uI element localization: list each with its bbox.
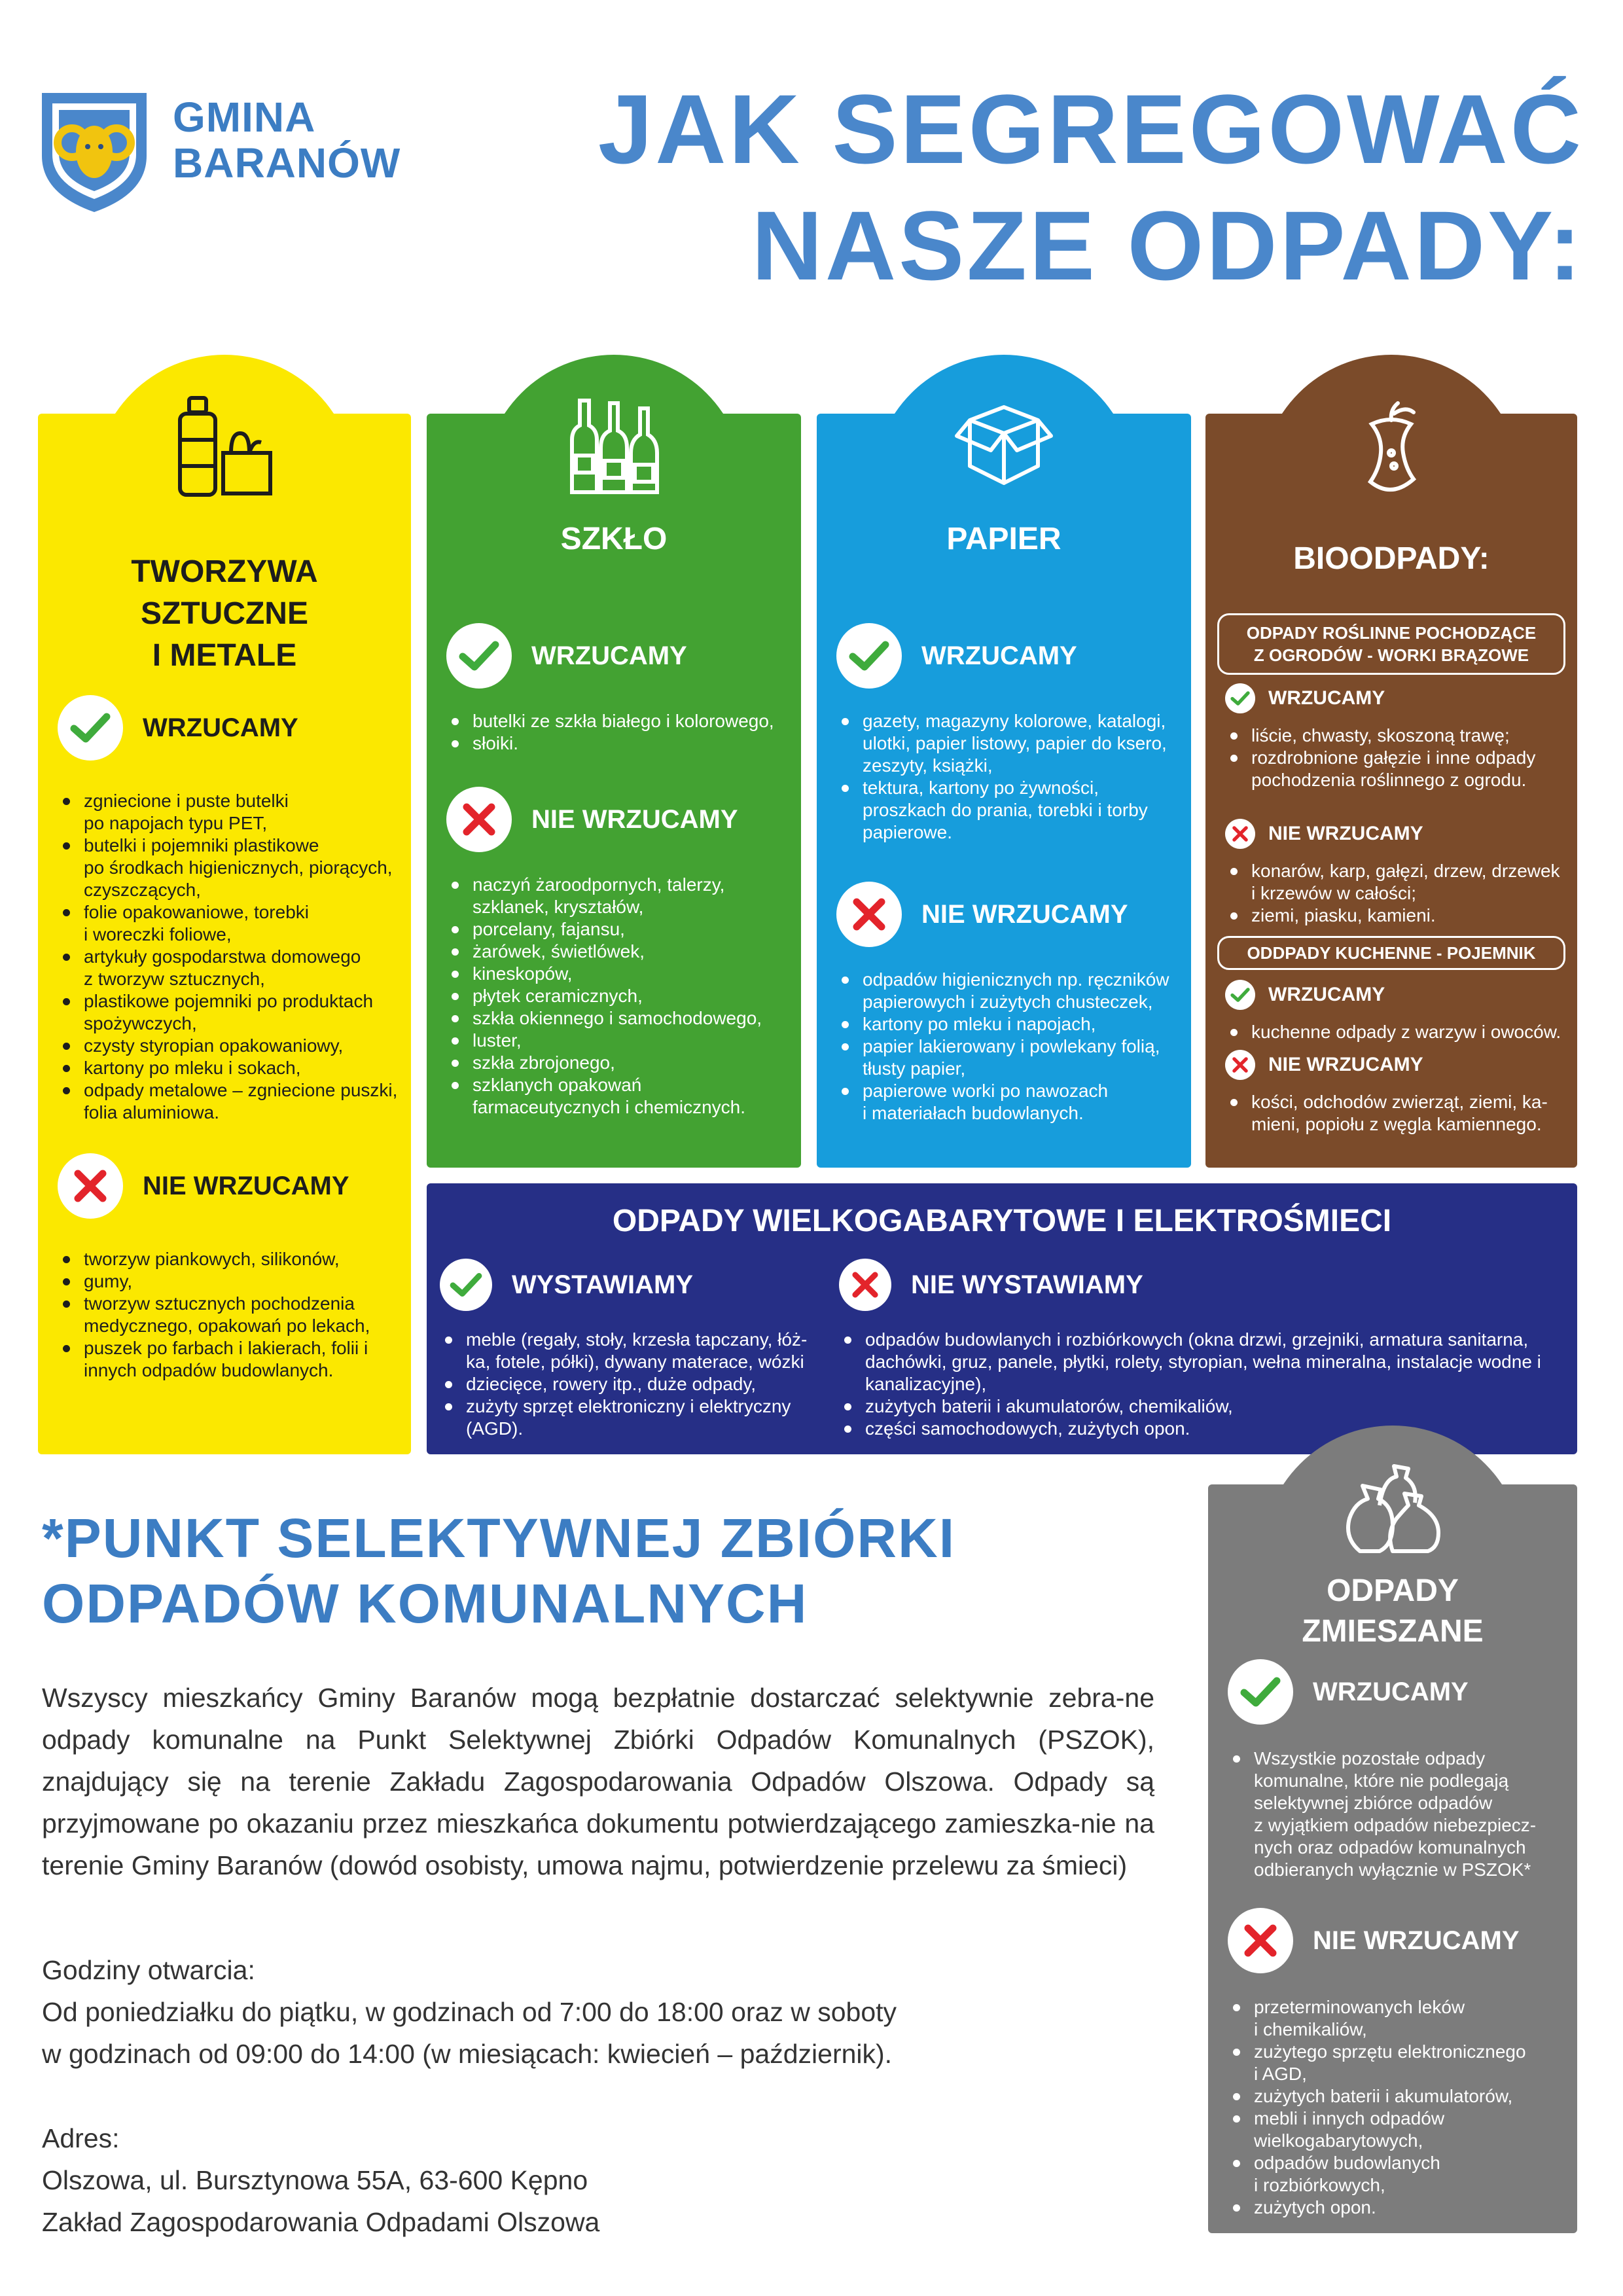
mixed-out-section xyxy=(1228,1905,1564,2219)
glass-in-label: WRZUCAMY xyxy=(531,641,687,670)
plastics-in-section xyxy=(58,692,398,1124)
bulky-title: ODPADY WIELKOGABARYTOWE I ELEKTROŚMIECI xyxy=(612,1204,1392,1238)
bulky-out-label: NIE WYSTAWIAMY xyxy=(911,1270,1143,1299)
box-icon xyxy=(952,394,1056,499)
pszok-intro: Wszyscy mieszkańcy Gminy Baranów mogą bezpłatnie dostarczać selektywnie zebra-ne odpady komunalne na Punkt Selektywnej Zbiórki Odpadów Komunalnych (PSZOK), znajdujący się na terenie Zakładu Zagospodarowania Odpadów Olszowa. Odpady są przyjmowane po okazaniu przez mieszkańca dokumentu potwierdzającego zamieszka-nie na terenie Gminy Baranów (dowód osobisty, umowa najmu, potwierdzenie przelewu za śmieci) xyxy=(42,1683,1154,1880)
plastics-out-list xyxy=(58,1248,398,1382)
bio-garden-pill: ODPADY ROŚLINNE POCHODZĄCE Z OGRODÓW - WORKI BRĄZOWE xyxy=(1217,613,1565,675)
cross-icon xyxy=(1225,819,1255,849)
logo-line-2: BARANÓW xyxy=(173,139,401,187)
check-icon xyxy=(440,1259,492,1311)
list-item: zgniecione i puste butelki po napojach typu PET, xyxy=(58,790,398,834)
bio-kitchen-in-label: WRZUCAMY xyxy=(1268,984,1385,1005)
opening-hours-line-1: Od poniedziałku do piątku, w godzinach od 7:00 do 18:00 oraz w soboty xyxy=(42,1997,897,2027)
list-item: liście, chwasty, skoszoną trawę; xyxy=(1225,725,1564,747)
mixed-out-list xyxy=(1228,1996,1564,2219)
list-item: butelki ze szkła białego i kolorowego, xyxy=(446,710,788,732)
list-item: dziecięce, rowery itp., duże odpady, xyxy=(440,1373,832,1395)
glass-in-section xyxy=(446,620,788,755)
list-item: meble (regały, stoły, krzesła tapczany, łóż- ka, fotele, półki), dywany materace, wózki xyxy=(440,1329,832,1373)
bio-kitchen-pill: ODDPADY KUCHENNE - POJEMNIK xyxy=(1217,936,1565,970)
list-item: mebli i innych odpadów wielkogabarytowych, xyxy=(1228,2108,1564,2152)
list-item: słoiki. xyxy=(446,732,788,755)
list-item: artykuły gospodarstwa domowego z tworzyw sztucznych, xyxy=(58,946,398,990)
bulky-out-list xyxy=(839,1329,1565,1440)
paper-out-list xyxy=(836,969,1178,1124)
list-item: odpady metalowe – zgniecione puszki, folia aluminiowa. xyxy=(58,1079,398,1124)
list-item: czysty styropian opakowaniowy, xyxy=(58,1035,398,1057)
apple-core-icon xyxy=(1346,401,1437,505)
list-item: naczyń żaroodpornych, talerzy, szklanek, kryształów, xyxy=(446,874,788,918)
bio-garden-in-list xyxy=(1225,725,1564,791)
check-icon xyxy=(446,623,512,689)
plastics-in-list xyxy=(58,790,398,1124)
mixed-in-section xyxy=(1228,1656,1564,1881)
bio-garden-out-section xyxy=(1225,814,1564,927)
bottle-bag-icon xyxy=(172,394,277,499)
list-item: plastikowe pojemniki po produktach spożywczych, xyxy=(58,990,398,1035)
list-item: gumy, xyxy=(58,1270,398,1293)
address-line-2: Zakład Zagospodarowania Odpadami Olszowa xyxy=(42,2207,600,2237)
list-item: zużytych baterii i akumulatorów, xyxy=(1228,2085,1564,2108)
opening-hours-label: Godziny otwarcia: xyxy=(42,1955,255,1985)
bulky-in-label: WYSTAWIAMY xyxy=(512,1270,694,1299)
plastics-title: TWORZYWA SZTUCZNE I METALE xyxy=(131,554,318,673)
trash-bags-icon xyxy=(1340,1460,1445,1558)
bio-kitchen-in-list xyxy=(1225,1021,1564,1043)
bulky-out-section xyxy=(839,1249,1565,1440)
bulky-waste-panel xyxy=(427,1183,1577,1454)
list-item: tworzyw piankowych, silikonów, xyxy=(58,1248,398,1270)
list-item: części samochodowych, zużytych opon. xyxy=(839,1418,1565,1440)
cross-icon xyxy=(58,1153,123,1219)
check-icon xyxy=(1225,980,1255,1010)
list-item: odpadów budowlanych i rozbiórkowych (okna drzwi, grzejniki, armatura sanitarna, dachówki, gruz, panele, płytki, rolety, styropian, wełna mineralna, instalacje wodne i kanalizacyjne), xyxy=(839,1329,1565,1395)
paper-title: PAPIER xyxy=(946,522,1061,556)
page-title-line-1: JAK SEGREGOWAĆ xyxy=(597,74,1584,184)
list-item: żarówek, świetlówek, xyxy=(446,941,788,963)
cross-icon xyxy=(839,1259,891,1311)
mixed-column xyxy=(1208,1426,1577,2233)
opening-hours-line-2: w godzinach od 09:00 do 14:00 (w miesiącach: kwiecień – październik). xyxy=(42,2039,893,2069)
plastics-out-label: NIE WRZUCAMY xyxy=(143,1171,349,1200)
mixed-title: ODPADY ZMIESZANE xyxy=(1302,1573,1484,1649)
mixed-in-list xyxy=(1228,1748,1564,1881)
bio-garden-out-label: NIE WRZUCAMY xyxy=(1268,823,1423,844)
address-label: Adres: xyxy=(42,2123,120,2153)
cross-icon xyxy=(1228,1908,1293,1973)
bio-kitchen-out-section xyxy=(1225,1045,1564,1136)
list-item: szkła okiennego i samochodowego, xyxy=(446,1007,788,1030)
plastics-column xyxy=(38,355,411,1454)
glass-out-label: NIE WRZUCAMY xyxy=(531,804,738,834)
pszok-title: *PUNKT SELEKTYWNEJ ZBIÓRKI ODPADÓW KOMUNALNYCH xyxy=(42,1507,956,1634)
list-item: kineskopów, xyxy=(446,963,788,985)
bio-garden-in-section xyxy=(1225,679,1564,791)
mixed-out-label: NIE WRZUCAMY xyxy=(1313,1926,1520,1955)
list-item: szklanych opakowań farmaceutycznych i chemicznych. xyxy=(446,1074,788,1119)
list-item: papierowe worki po nawozach i materiałach budowlanych. xyxy=(836,1080,1178,1124)
glass-title: SZKŁO xyxy=(560,522,668,556)
list-item: odpadów budowlanych i rozbiórkowych, xyxy=(1228,2152,1564,2197)
glass-column xyxy=(427,355,801,1168)
list-item: kartony po mleku i napojach, xyxy=(836,1013,1178,1035)
cross-icon xyxy=(446,787,512,852)
bottles-icon xyxy=(562,394,666,499)
list-item: tektura, kartony po żywności, proszkach do prania, torebki i torby papierowe. xyxy=(836,777,1178,844)
list-item: zużytych baterii i akumulatorów, chemikaliów, xyxy=(839,1395,1565,1418)
cross-icon xyxy=(836,882,902,947)
list-item: kuchenne odpady z warzyw i owoców. xyxy=(1225,1021,1564,1043)
bio-garden-out-list xyxy=(1225,860,1564,927)
cross-icon xyxy=(1225,1050,1255,1080)
list-item: tworzyw sztucznych pochodzenia medycznego, opakowań po lekach, xyxy=(58,1293,398,1337)
list-item: butelki i pojemniki plastikowe po środkach higienicznych, piorących, czyszczących, xyxy=(58,834,398,901)
list-item: ziemi, piasku, kamieni. xyxy=(1225,905,1564,927)
list-item: konarów, karp, gałęzi, drzew, drzewek i krzewów w całości; xyxy=(1225,860,1564,905)
list-item: zużytego sprzętu elektronicznego i AGD, xyxy=(1228,2041,1564,2085)
list-item: rozdrobnione gałęzie i inne odpady pochodzenia roślinnego z ogrodu. xyxy=(1225,747,1564,791)
address-line-1: Olszowa, ul. Bursztynowa 55A, 63-600 Kępno xyxy=(42,2165,588,2195)
bio-title: BIOODPADY: xyxy=(1293,541,1489,576)
paper-column xyxy=(817,355,1191,1168)
list-item: puszek po farbach i lakierach, folii i innych odpadów budowlanych. xyxy=(58,1337,398,1382)
bulky-in-list xyxy=(440,1329,832,1440)
bio-garden-in-label: WRZUCAMY xyxy=(1268,687,1385,709)
check-icon xyxy=(1228,1659,1293,1725)
check-icon xyxy=(58,695,123,761)
plastics-out-section xyxy=(58,1150,398,1382)
paper-in-label: WRZUCAMY xyxy=(921,641,1077,670)
list-item: szkła zbrojonego, xyxy=(446,1052,788,1074)
bio-kitchen-out-label: NIE WRZUCAMY xyxy=(1268,1054,1423,1075)
page-title-line-2: NASZE ODPADY: xyxy=(751,190,1584,300)
paper-out-label: NIE WRZUCAMY xyxy=(921,899,1128,929)
list-item: odpadów higienicznych np. ręczników papierowych i zużytych chusteczek, xyxy=(836,969,1178,1013)
glass-out-section xyxy=(446,783,788,1119)
bulky-in-section xyxy=(440,1249,832,1440)
check-icon xyxy=(1225,683,1255,713)
list-item: kości, odchodów zwierząt, ziemi, ka- mieni, popiołu z węgla kamiennego. xyxy=(1225,1091,1564,1136)
glass-in-list xyxy=(446,710,788,755)
paper-in-list xyxy=(836,710,1178,844)
list-item: folie opakowaniowe, torebki i woreczki foliowe, xyxy=(58,901,398,946)
list-item: gazety, magazyny kolorowe, katalogi, ulotki, papier listowy, papier do ksero, zeszyty, książki, xyxy=(836,710,1178,777)
check-icon xyxy=(836,623,902,689)
list-item: zużyty sprzęt elektroniczny i elektryczny (AGD). xyxy=(440,1395,832,1440)
bio-kitchen-in-section xyxy=(1225,975,1564,1043)
paper-out-section xyxy=(836,878,1178,1124)
plastics-in-label: WRZUCAMY xyxy=(143,713,298,742)
logo-line-1: GMINA xyxy=(173,94,316,141)
bio-kitchen-out-list xyxy=(1225,1091,1564,1136)
list-item: płytek ceramicznych, xyxy=(446,985,788,1007)
list-item: luster, xyxy=(446,1030,788,1052)
glass-out-list xyxy=(446,874,788,1119)
list-item: porcelany, fajansu, xyxy=(446,918,788,941)
list-item: kartony po mleku i sokach, xyxy=(58,1057,398,1079)
paper-in-section xyxy=(836,620,1178,844)
bio-column xyxy=(1205,355,1577,1168)
gmina-baranow-logo xyxy=(38,84,151,215)
list-item: przeterminowanych leków i chemikaliów, xyxy=(1228,1996,1564,2041)
list-item: Wszystkie pozostałe odpady komunalne, które nie podlegają selektywnej zbiórce odpadów z wyjątkiem odpadów niebezpiecz- nych oraz odpadów komunalnych odbieranych wyłącznie w PSZOK* xyxy=(1228,1748,1564,1881)
mixed-in-label: WRZUCAMY xyxy=(1313,1677,1469,1706)
list-item: zużytych opon. xyxy=(1228,2197,1564,2219)
list-item: papier lakierowany i powlekany folią, tłusty papier, xyxy=(836,1035,1178,1080)
